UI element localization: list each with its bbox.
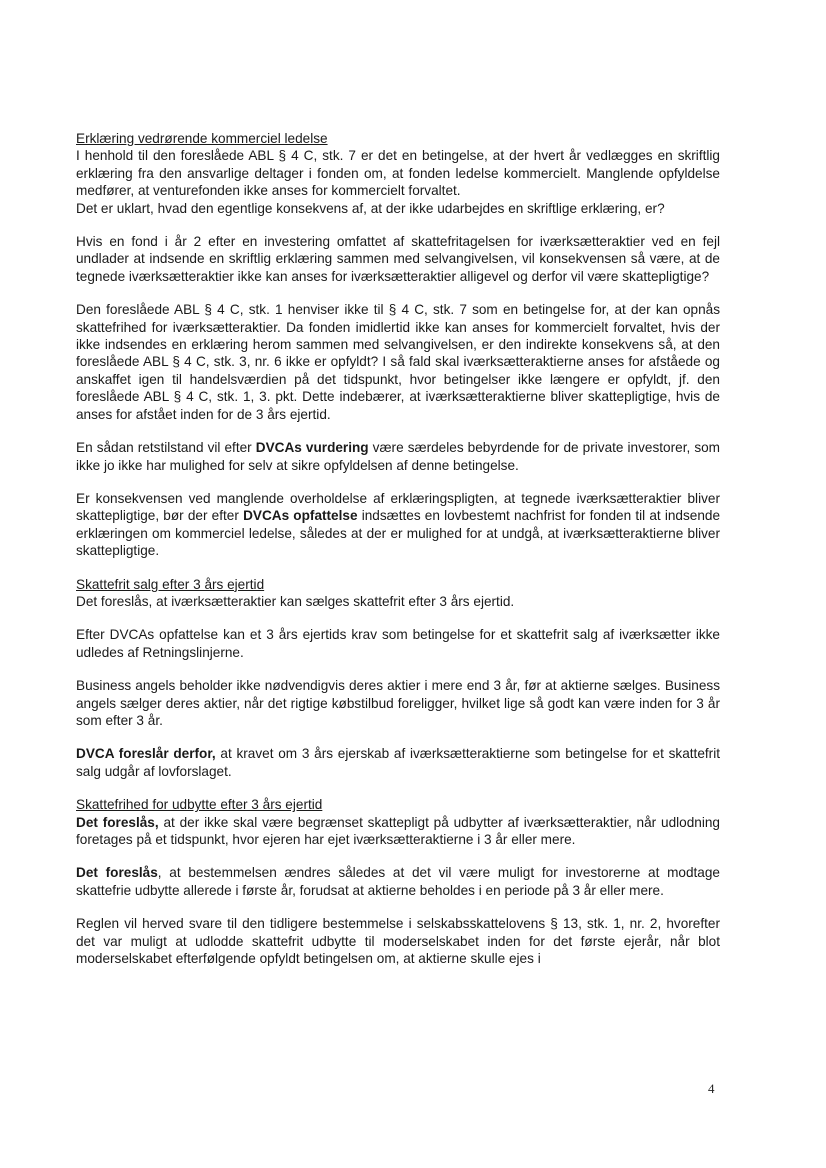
- paragraph: [76, 745, 720, 780]
- bold-text: DVCA foreslår derfor,: [76, 746, 216, 762]
- text-run: være særdeles bebyrdende for de private investorer, som ikke jo ikke har mulighed for selv at sikre opfyldelsen af denne betingelse.: [76, 440, 720, 473]
- section-heading-dividend-tax-exemption: Skattefrihed for udbytte efter 3 års ejertid: [76, 797, 323, 813]
- bold-text: Det foreslås: [76, 865, 158, 881]
- text-run: at der ikke skal være begrænset skattepligt på udbytter af iværksætteraktier, når udlodning foretages på et tidspunkt, hvor ejeren har ejet iværksætteraktierne i 3 år eller mere.: [76, 814, 720, 847]
- paragraph: Hvis en fond i år 2 efter en investering omfattet af skattefritagelsen for iværksætteraktier ved en fejl undlader at indsende en skriftlig erklæring sammen med selvangivelsen, vil konsekvensen så være, at de tegnede iværksætteraktier ikke kan anses for iværksætteraktier alligevel og derfor vil være skattepligtige?: [76, 234, 720, 284]
- text-run: Er konsekvensen ved manglende overholdelse af erklæringspligten, at tegnede iværksætteraktier bliver skattepligtige, bør der efter: [76, 490, 720, 524]
- paragraph: [76, 814, 720, 849]
- paragraph: Den foreslåede ABL § 4 C, stk. 1 henviser ikke til § 4 C, stk. 7 som en betingelse for, at der kan opnås skattefrihed for iværksætteraktier. Da fonden imidlertid ikke kan anses for kommercielt forvaltet, hvis der ikke indsendes en erklæring herom sammen med selvangivelsen, er den indirekte konsekvens så, at den foreslåede ABL § 4 C, stk. 3, nr. 6 ikke er opfyldt? I så fald skal iværksætteraktierne anses for afståede og anskaffet igen til handelsværdien på det tidspunkt, hvor betingelser ikke længere er opfyldt, jf. den foreslåede ABL § 4 C, stk. 1, 3. pkt. Dette indebærer, at iværksætteraktierne bliver skattepligtige, hvis de anses for afstået inden for de 3 års ejertid.: [76, 302, 720, 422]
- text-run: En sådan retstilstand vil efter: [76, 440, 256, 456]
- section-heading-tax-free-sale: Skattefrit salg efter 3 års ejertid: [76, 576, 265, 592]
- paragraph: Det er uklart, hvad den egentlige konsekvens af, at der ikke udarbejdes en skriftlige erklæring, er?: [76, 200, 665, 216]
- paragraph: [76, 864, 720, 899]
- page-number: 4: [708, 1081, 715, 1096]
- text-run: indsættes en lovbestemt nachfrist for fonden til at indsende erklæringen om kommerciel ledelse, således at der er mulighed for at undgå, at iværksætteraktierne bliver skattepligtige.: [76, 508, 721, 559]
- bold-text: DVCAs opfattelse: [243, 508, 358, 524]
- text-run: , at bestemmelsen ændres således at det vil være muligt for investorerne at modtage skattefrie udbytte allerede i første år, forudsat at aktierne beholdes i en periode på 3 år eller mere.: [76, 865, 720, 898]
- paragraph: [76, 439, 720, 474]
- paragraph: Efter DVCAs opfattelse kan et 3 års ejertids krav som betingelse for et skattefrit salg af iværksætter ikke udledes af Retningslinjerne.: [76, 627, 720, 660]
- document-page: [76, 130, 720, 967]
- section-heading-commercial-management: Erklæring vedrørende kommerciel ledelse: [76, 131, 328, 146]
- paragraph: Det foreslås, at iværksætteraktier kan sælges skattefrit efter 3 års ejertid.: [76, 593, 515, 609]
- bold-text: Det foreslås,: [76, 814, 159, 830]
- paragraph: Business angels beholder ikke nødvendigvis deres aktier i mere end 3 år, før at aktierne sælges. Business angels sælger deres aktier, når det rigtige købstilbud foreligger, hvilket lige så godt kan være inden for 3 år som efter 3 år.: [76, 678, 720, 728]
- text-run: at kravet om 3 års ejerskab af iværksætteraktierne som betingelse for et skattefrit salg udgår af lovforslaget.: [76, 746, 720, 779]
- paragraph: I henhold til den foreslåede ABL § 4 C, stk. 7 er det en betingelse, at der hvert år vedlægges en skriftlig erklæring fra den ansvarlige deltager i fonden om, at fonden ledelse kommercielt. Manglende opfyldelse medfører, at venturefonden ikke anses for kommercielt forvaltet.: [76, 148, 720, 199]
- paragraph: [76, 490, 720, 560]
- paragraph: Reglen vil herved svare til den tidligere bestemmelse i selskabsskattelovens § 13, stk. 1, nr. 2, hvorefter det var muligt at udlodde skattefrit udbytte til moderselskabet inden for det første ejerår, når blot moderselskabet efterfølgende opfyldt betingelsen om, at aktierne skulle ejes i: [76, 916, 720, 967]
- bold-text: DVCAs vurdering: [255, 440, 369, 456]
